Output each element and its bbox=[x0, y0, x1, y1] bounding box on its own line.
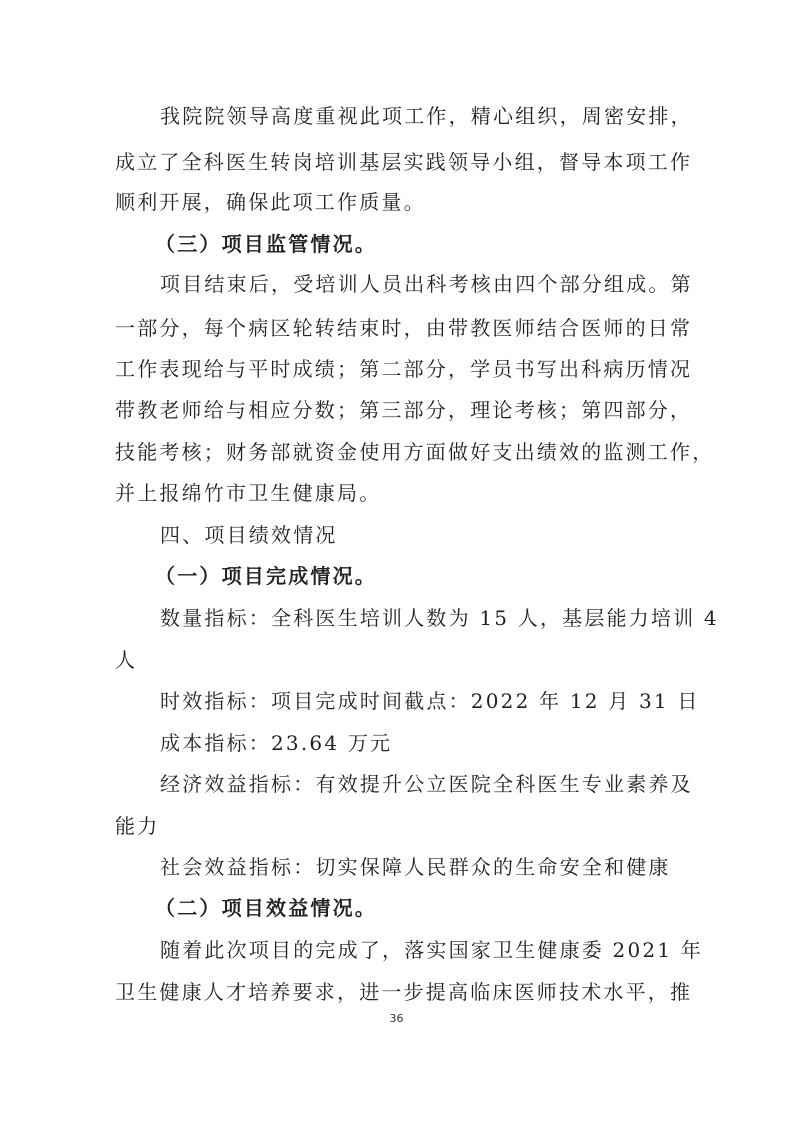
paragraph-line: 顺利开展，确保此项工作质量。 bbox=[115, 190, 426, 214]
section-heading: （一）项目完成情况。 bbox=[155, 564, 377, 588]
paragraph-line: 人 bbox=[115, 648, 138, 672]
paragraph-line: 我院院领导高度重视此项工作，精心组织，周密安排， bbox=[160, 104, 693, 128]
paragraph-line: 随着此次项目的完成了，落实国家卫生健康委 2021 年 bbox=[160, 938, 704, 962]
section-heading: （二）项目效益情况。 bbox=[155, 896, 377, 920]
section-title: 四、项目绩效情况 bbox=[160, 523, 338, 547]
paragraph-line: 带教老师给与相应分数；第三部分，理论考核；第四部分， bbox=[115, 398, 693, 422]
paragraph-line: 一部分，每个病区轮转结束时，由带教医师结合医师的日常 bbox=[115, 316, 693, 340]
paragraph-line: 并上报绵竹市卫生健康局。 bbox=[115, 481, 382, 505]
paragraph-line: 成立了全科医生转岗培训基层实践领导小组，督导本项工作 bbox=[115, 150, 693, 174]
paragraph-line: 时效指标：项目完成时间截点：2022 年 12 月 31 日 bbox=[160, 689, 700, 713]
paragraph-line: 工作表现给与平时成绩；第二部分，学员书写出科病历情况 bbox=[115, 357, 693, 381]
paragraph-line: 项目结束后，受培训人员出科考核由四个部分组成。第 bbox=[160, 272, 693, 296]
paragraph-line: 技能考核；财务部就资金使用方面做好支出绩效的监测工作， bbox=[115, 440, 715, 464]
paragraph-line: 成本指标：23.64 万元 bbox=[160, 731, 393, 755]
section-heading: （三）项目监管情况。 bbox=[155, 232, 377, 256]
paragraph-line: 社会效益指标：切实保障人民群众的生命安全和健康 bbox=[160, 855, 671, 879]
paragraph-line: 能力 bbox=[115, 814, 160, 838]
paragraph-line: 经济效益指标：有效提升公立医院全科医生专业素养及 bbox=[160, 772, 693, 796]
paragraph-line: 卫生健康人才培养要求，进一步提高临床医师技术水平，推 bbox=[115, 980, 693, 1004]
page-number: 36 bbox=[389, 1012, 404, 1025]
paragraph-line: 数量指标：全科医生培训人数为 15 人，基层能力培训 4 bbox=[160, 606, 719, 630]
